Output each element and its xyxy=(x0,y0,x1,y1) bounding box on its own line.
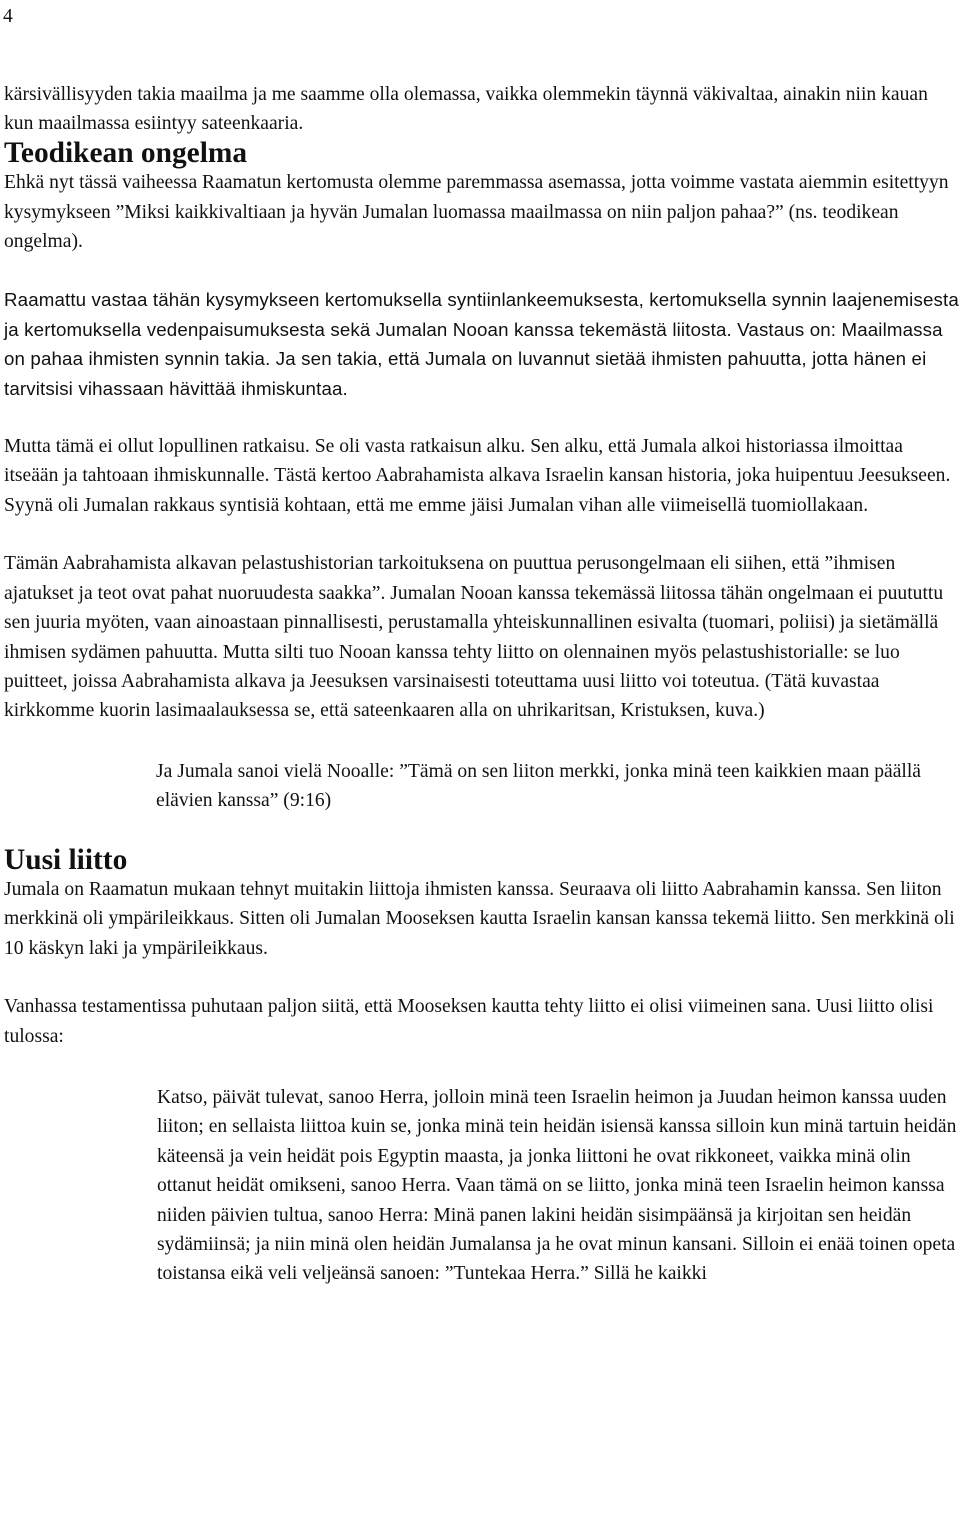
teodikea-paragraph-3: Mutta tämä ei ollut lopullinen ratkaisu. Se oli vasta ratkaisun alku. Sen alku, että Jumala alkoi historiassa ilmoittaa itseään ja tahtoaan ihmiskunnalle. Tästä kertoo Aabrahamista alkava Israelin kansan historia, joka huipentuu Jeesukseen. Syynä oli Jumalan rakkaus syntisiä kohtaan, että me emme jäisi Jumalan vihan alle viimeisellä tuomiollakaan. xyxy=(4,436,951,516)
document-body xyxy=(4,80,960,1289)
section-heading-uusi-liitto: Uusi liitto xyxy=(4,843,128,876)
section-heading-teodikea: Teodikean ongelma xyxy=(4,136,248,169)
teodikea-paragraph-4: Tämän Aabrahamista alkavan pelastushistorian tarkoituksena on puuttua perusongelmaan eli siihen, että ”ihmisen ajatukset ja teot ovat pahat nuoruudesta saakka”. Jumalan Nooan kanssa tekemässä liitossa tähän ongelmaan ei puututtu sen juuria myöten, vaan ainoastaan pinnallisesti, perustamalla yhteiskunnallinen esivalta (tuomari, poliisi) ja sietämällä ihmisen sydämen pahuutta. Mutta silti tuo Nooan kanssa tehty liitto on olennainen myös pelastushistorialle: se luo puitteet, joissa Aabrahamista alkava ja Jeesuksen varsinaisesti toteuttama uusi liitto voi toteutua. (Tätä kuvastaa kirkkomme kuorin lasimaalauksessa se, että sateenkaaren alla on uhrikaritsan, Kristuksen, kuva.) xyxy=(4,553,944,722)
teodikea-paragraph-2: Raamattu vastaa tähän kysymykseen kertomuksella syntiinlankeemuksesta, kertomuksella synnin laajenemisesta ja kertomuksella vedenpaisumuksesta sekä Jumalan Nooan kanssa tekemästä liitosta. Vastaus on: Maailmassa on pahaa ihmisten synnin takia. Ja sen takia, että Jumala on luvannut sietää ihmisten pahuutta, jotta hänen ei tarvitsisi vihassaan hävittää ihmiskuntaa. xyxy=(4,289,959,399)
block-quote-genesis: Ja Jumala sanoi vielä Nooalle: ”Tämä on sen liiton merkki, jonka minä teen kaikkien maan päällä elävien kanssa” (9:16) xyxy=(156,760,921,812)
block-quote-jeremiah: Katso, päivät tulevat, sanoo Herra, jolloin minä teen Israelin heimon ja Juudan heimon kanssa uuden liiton; en sellaista liittoa kuin se, jonka minä tein heidän isiensä kanssa silloin kun minä tartuin heidän käteensä ja vein heidät pois Egyptin maasta, ja jonka liittoni he ovat rikkoneet, vaikka minä olin ottanut heidät omikseni, sanoo Herra. Vaan tämä on se liitto, jonka minä teen Israelin heimon kanssa niiden päivien tultua, sanoo Herra: Minä panen lakini heidän sisimpäänsä ja kirjoitan sen heidän sydämiinsä; ja niin minä olen heidän Jumalansa ja he ovat minun kansani. Silloin ei enää toinen opeta toistansa eikä veli veljeänsä sanoen: ”Tuntekaa Herra.” Sillä he kaikki xyxy=(157,1086,957,1285)
intro-paragraph: kärsivällisyyden takia maailma ja me saamme olla olemassa, vaikka olemmekin täynnä väkivaltaa, ainakin niin kauan kun maailmassa esiintyy sateenkaaria. xyxy=(4,84,928,135)
uusi-liitto-paragraph-2: Vanhassa testamentissa puhutaan paljon siitä, että Mooseksen kautta tehty liitto ei olisi viimeinen sana. Uusi liitto olisi tulossa: xyxy=(4,996,934,1047)
page-number: 4 xyxy=(3,6,13,27)
uusi-liitto-paragraph-1: Jumala on Raamatun mukaan tehnyt muitakin liittoja ihmisten kanssa. Seuraava oli liitto Aabrahamin kanssa. Sen liiton merkkinä oli ympärileikkaus. Sitten oli Jumalan Mooseksen kautta Israelin kansan kanssa tekemä liitto. Sen merkkinä oli 10 käskyn laki ja ympärileikkaus. xyxy=(4,878,955,959)
teodikea-paragraph-1: Ehkä nyt tässä vaiheessa Raamatun kertomusta olemme paremmassa asemassa, jotta voimme vastata aiemmin esitettyyn kysymykseen ”Miksi kaikkivaltiaan ja hyvän Jumalan luomassa maailmassa on niin paljon pahaa?” (ns. teodikean ongelma). xyxy=(4,172,949,253)
